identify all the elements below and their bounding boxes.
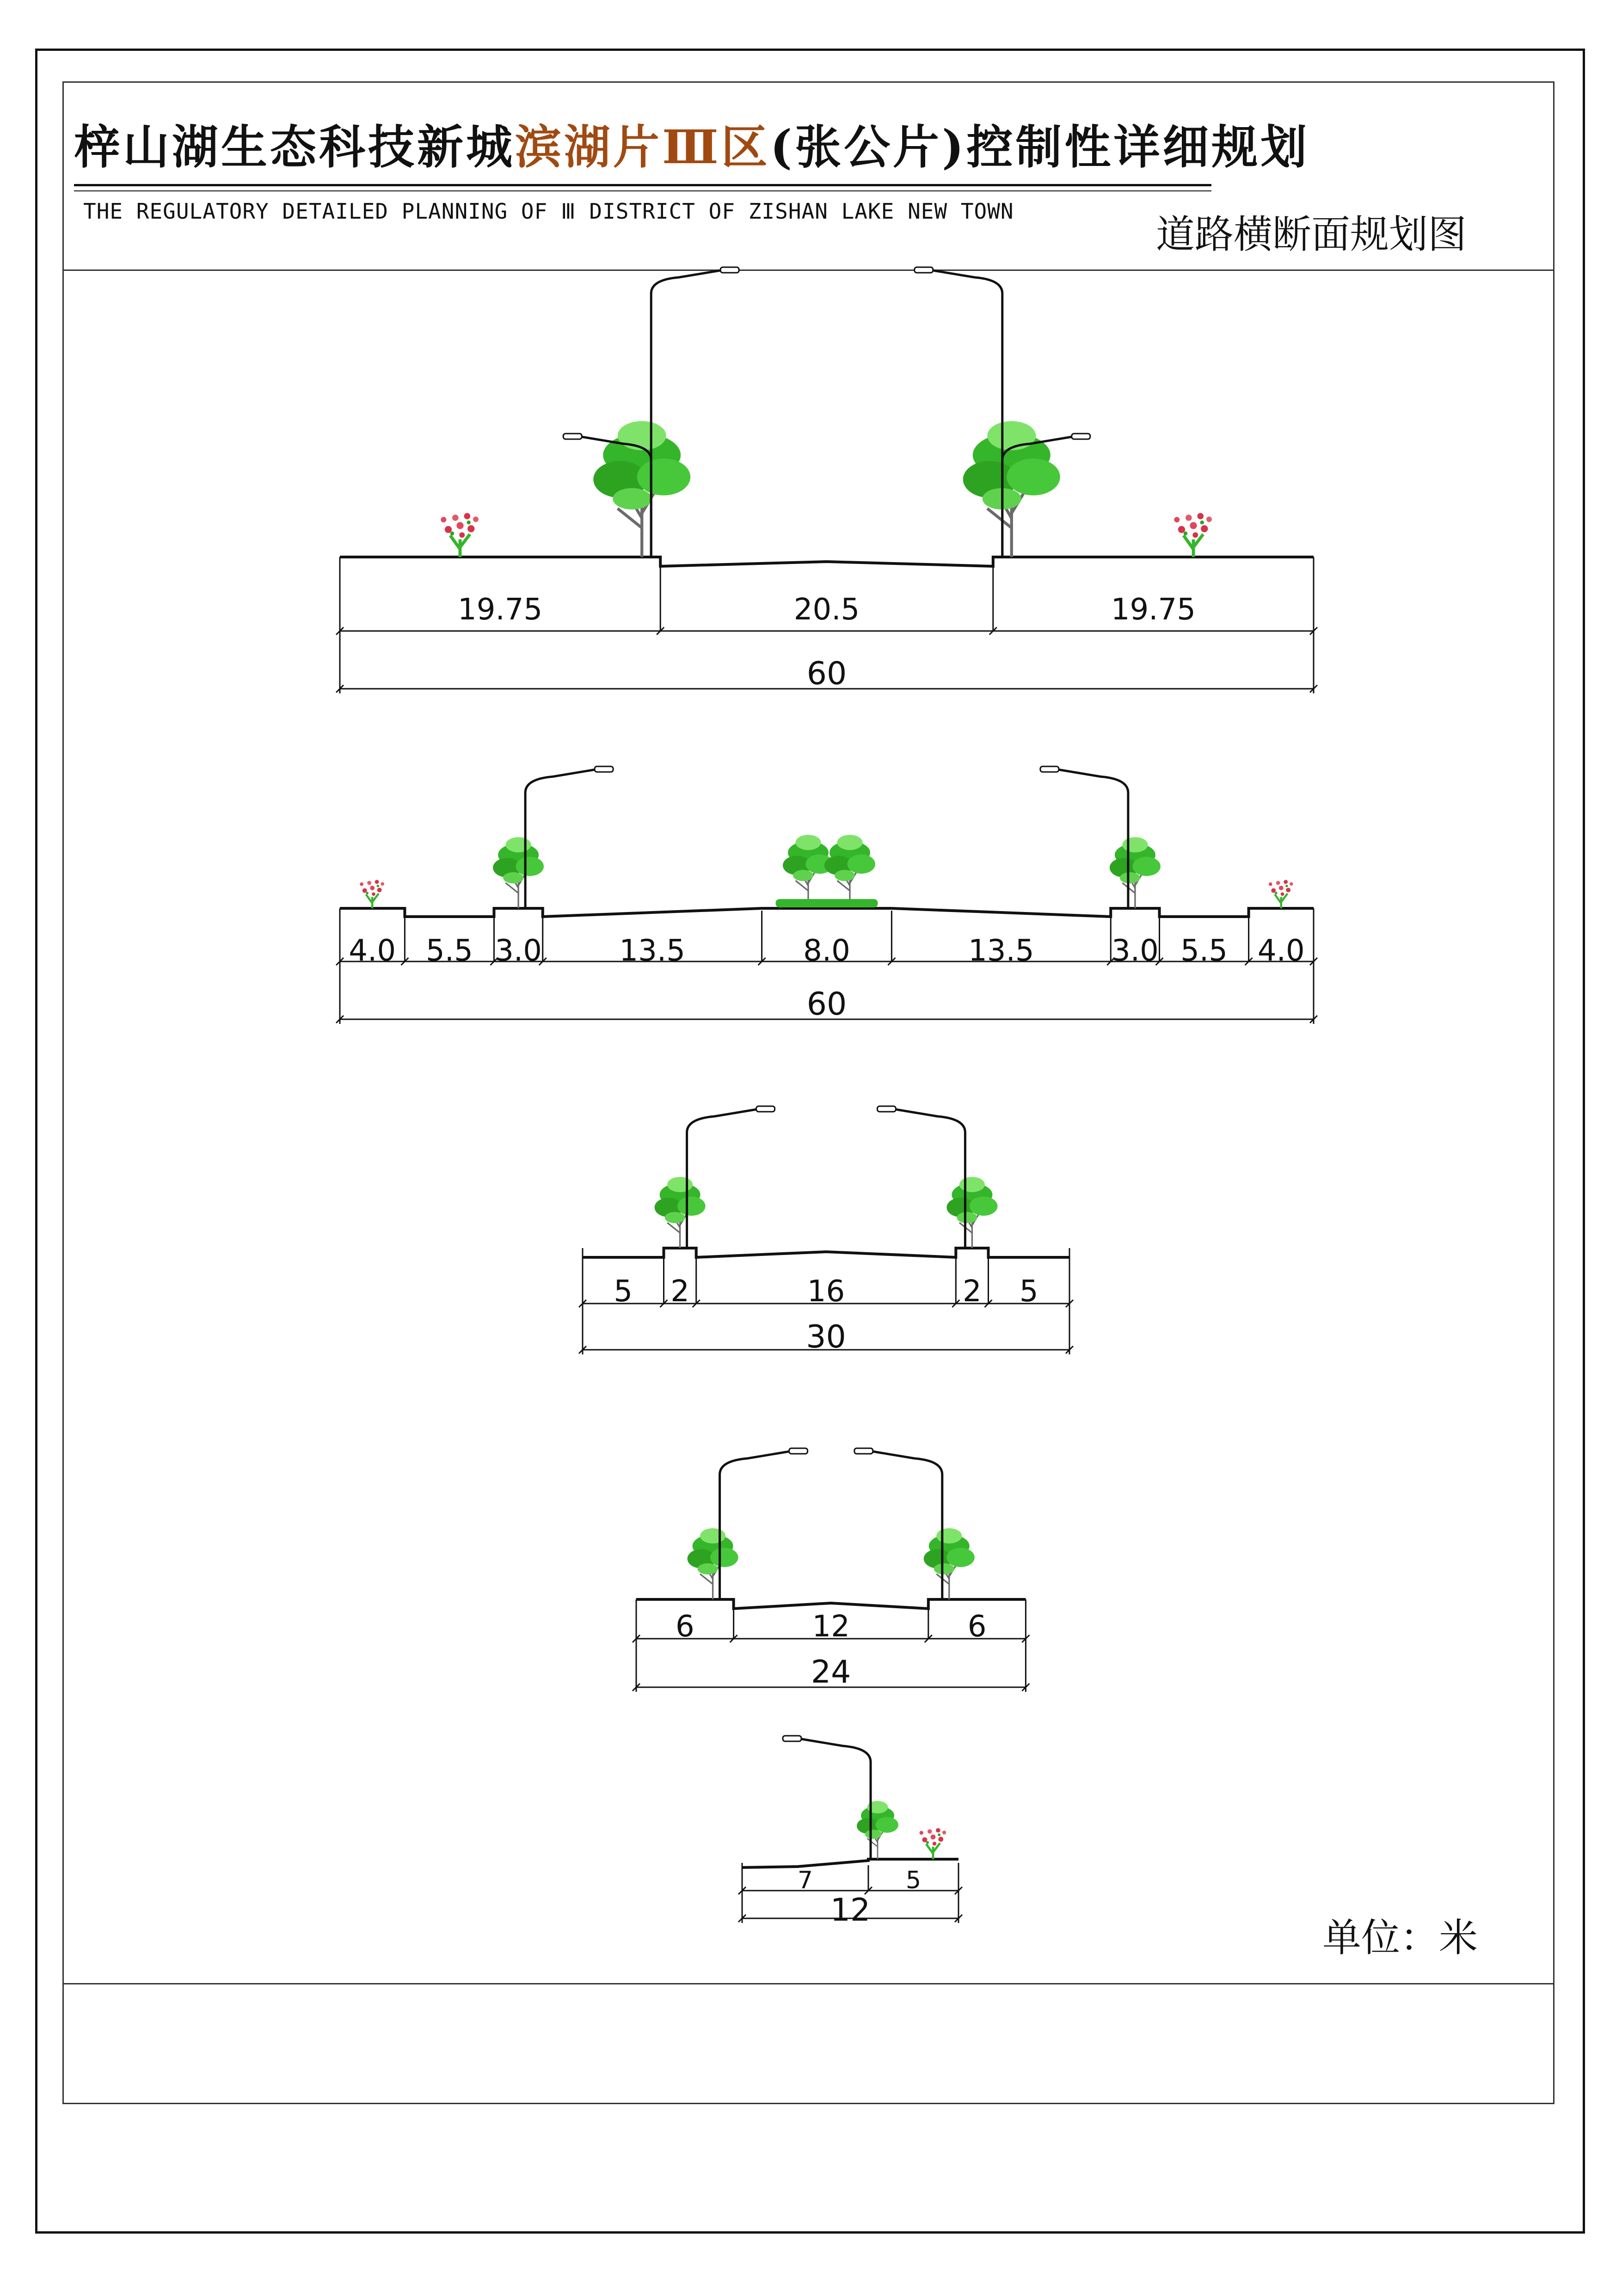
street-lamp — [651, 267, 739, 557]
segment-width-label: 3.0 — [1112, 934, 1159, 968]
segment-width-label: 5 — [1019, 1274, 1038, 1309]
street-tree — [688, 1528, 738, 1599]
project-title-prefix: 梓山湖生态科技新城 — [74, 120, 515, 174]
total-width-label: 12 — [830, 1892, 871, 1929]
street-lamp — [854, 1448, 942, 1599]
cross-section-2 — [336, 766, 1317, 1024]
median-tree — [824, 835, 875, 906]
lamp-head — [720, 267, 739, 273]
ground-profile — [340, 557, 1314, 566]
segment-width-label: 5.5 — [426, 934, 473, 968]
lamp-arm — [651, 270, 720, 294]
street-lamp — [783, 1736, 871, 1859]
lamp-head — [1072, 434, 1090, 439]
lamp-head — [789, 1448, 808, 1454]
lamp-arm — [873, 1451, 942, 1475]
segment-width-label: 19.75 — [458, 593, 543, 627]
segment-width-label: 12 — [812, 1610, 850, 1644]
flowering-shrub — [1174, 513, 1212, 557]
cross-section-4 — [633, 1448, 1029, 1692]
flowering-shrub — [441, 513, 479, 557]
total-width-label: 30 — [806, 1319, 846, 1355]
cross-section-5 — [738, 1736, 962, 1929]
street-lamp — [877, 1106, 965, 1248]
segment-width-label: 6 — [967, 1610, 987, 1644]
project-title-district: 滨湖片Ⅲ区 — [515, 120, 770, 174]
total-width-label: 60 — [806, 655, 847, 692]
street-lamp — [525, 766, 613, 908]
median-hedge — [776, 899, 878, 907]
lamp-head — [563, 434, 582, 439]
street-lamp — [720, 1448, 808, 1599]
lamp-arm — [933, 270, 1002, 294]
segment-width-label: 5.5 — [1180, 934, 1228, 968]
project-title-suffix: (张公片)控制性详细规划 — [770, 120, 1310, 174]
segment-width-label: 2 — [670, 1274, 689, 1309]
segment-width-label: 4.0 — [349, 934, 396, 968]
flowering-shrub — [920, 1828, 946, 1859]
segment-width-label: 2 — [963, 1274, 982, 1309]
lamp-head — [1040, 766, 1059, 772]
unit-label: 单位：米 — [1322, 1915, 1478, 1960]
street-lamp — [915, 267, 1002, 557]
lamp-head — [783, 1736, 801, 1741]
segment-width-label: 16 — [807, 1274, 845, 1309]
segment-width-label: 20.5 — [793, 593, 860, 627]
street-tree — [655, 1177, 706, 1248]
ground-profile — [636, 1599, 1026, 1609]
lamp-arm — [801, 1739, 871, 1762]
flowering-shrub — [1269, 880, 1293, 908]
segment-width-label: 8.0 — [803, 934, 850, 968]
total-width-label: 24 — [811, 1654, 851, 1690]
lamp-arm — [896, 1109, 965, 1133]
cross-section-1 — [336, 267, 1317, 693]
lamp-arm — [1059, 770, 1128, 793]
segment-width-label: 7 — [797, 1867, 813, 1894]
lamp-arm — [720, 1451, 789, 1475]
project-title-english: THE REGULATORY DETAILED PLANNING OF Ⅲ DISTRICT OF ZISHAN LAKE NEW TOWN — [83, 199, 1014, 224]
total-width-label: 60 — [806, 986, 847, 1022]
street-tree — [493, 837, 544, 908]
sheet-name: 道路横断面规划图 — [1156, 212, 1467, 257]
segment-width-label: 19.75 — [1111, 593, 1196, 627]
street-lamp — [687, 1106, 775, 1248]
lamp-head — [854, 1448, 873, 1454]
street-lamp — [1040, 766, 1128, 908]
lamp-head — [595, 766, 613, 772]
segment-width-label: 4.0 — [1257, 934, 1305, 968]
lamp-head — [877, 1106, 896, 1112]
lamp-head — [915, 267, 933, 273]
lamp-arm — [525, 770, 595, 793]
ground-profile — [742, 1859, 958, 1867]
segment-width-label: 13.5 — [619, 934, 685, 968]
segment-width-label: 13.5 — [968, 934, 1034, 968]
flowering-shrub — [360, 880, 384, 908]
street-tree — [924, 1528, 975, 1599]
lamp-head — [756, 1106, 775, 1112]
lamp-arm — [687, 1109, 756, 1133]
street-tree — [857, 1801, 898, 1859]
segment-width-label: 6 — [675, 1610, 694, 1644]
segment-width-label: 5 — [614, 1274, 633, 1309]
ground-profile — [583, 1248, 1069, 1257]
median-tree — [783, 835, 834, 906]
street-tree — [946, 1177, 997, 1248]
segment-width-label: 3.0 — [495, 934, 542, 968]
ground-profile — [340, 908, 1314, 917]
cross-section-3 — [579, 1106, 1073, 1355]
street-tree — [1110, 837, 1161, 908]
segment-width-label: 5 — [905, 1867, 922, 1894]
